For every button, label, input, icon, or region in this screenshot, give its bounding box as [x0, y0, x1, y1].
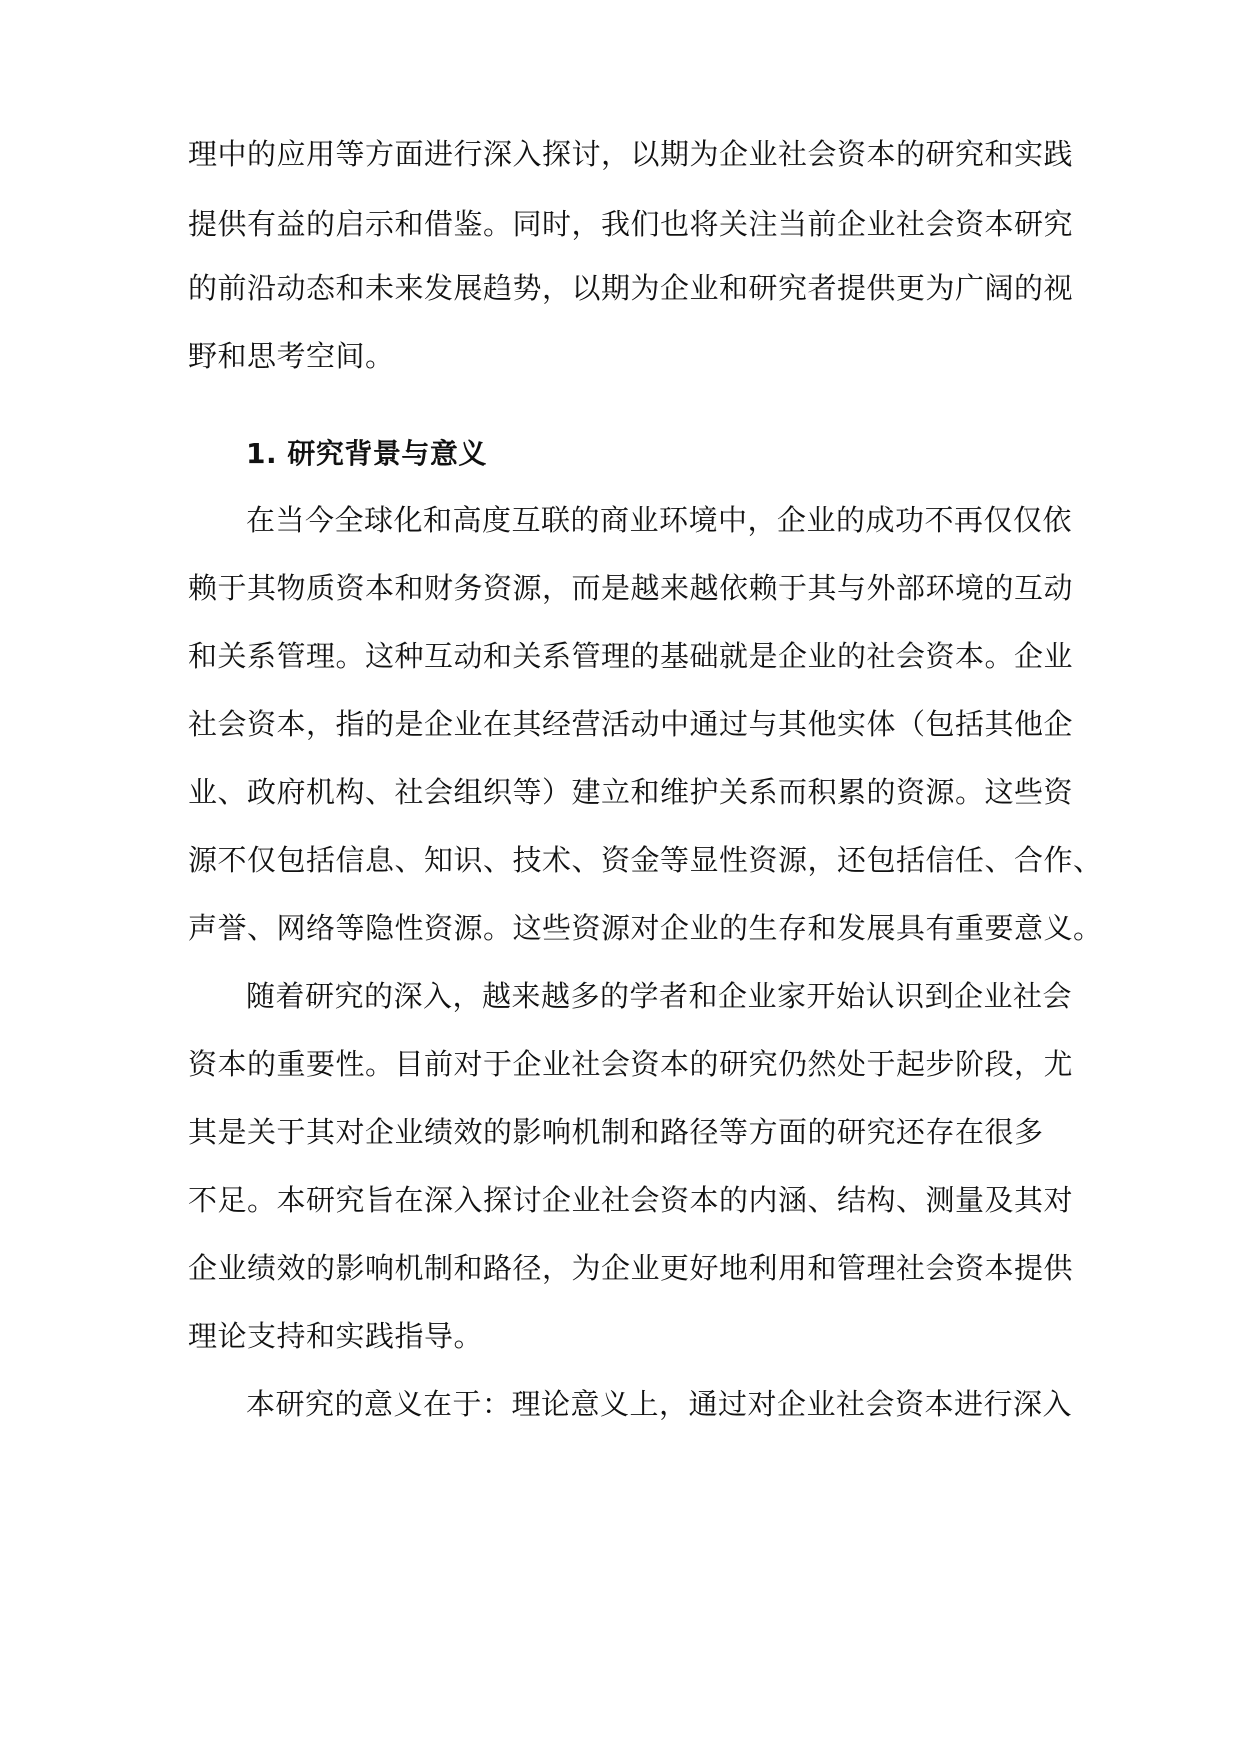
paragraph1-line-1: 在当今全球化和高度互联的商业环境中，企业的成功不再仅仅依: [246, 503, 1073, 537]
paragraph2-line-6: 理论支持和实践指导。: [188, 1319, 484, 1353]
paragraph1-line-2: 赖于其物质资本和财务资源，而是越来越依赖于其与外部环境的互动: [188, 571, 1074, 605]
paragraph1-line-6: 源不仅包括信息、知识、技术、资金等显性资源，还包括信任、合作、: [188, 843, 1103, 877]
intro-line-1: 理中的应用等方面进行深入探讨，以期为企业社会资本的研究和实践: [188, 137, 1074, 171]
paragraph2-line-4: 不足。本研究旨在深入探讨企业社会资本的内涵、结构、测量及其对: [188, 1183, 1074, 1217]
paragraph2-line-1: 随着研究的深入，越来越多的学者和企业家开始认识到企业社会: [246, 979, 1073, 1013]
paragraph2-line-3: 其是关于其对企业绩效的影响机制和路径等方面的研究还存在很多: [188, 1115, 1044, 1149]
paragraph2-line-2: 资本的重要性。目前对于企业社会资本的研究仍然处于起步阶段，尤: [188, 1047, 1074, 1081]
section-heading: 1. 研究背景与意义: [246, 437, 487, 470]
paragraph1-line-4: 社会资本，指的是企业在其经营活动中通过与其他实体（包括其他企: [188, 707, 1074, 741]
intro-line-4: 野和思考空间。: [188, 339, 395, 373]
paragraph2-line-5: 企业绩效的影响机制和路径，为企业更好地利用和管理社会资本提供: [188, 1251, 1074, 1285]
paragraph3-line-1: 本研究的意义在于：理论意义上，通过对企业社会资本进行深入: [246, 1387, 1073, 1421]
paragraph1-line-7: 声誉、网络等隐性资源。这些资源对企业的生存和发展具有重要意义。: [188, 911, 1103, 945]
intro-line-2: 提供有益的启示和借鉴。同时，我们也将关注当前企业社会资本研究: [188, 207, 1074, 241]
intro-line-3: 的前沿动态和未来发展趋势，以期为企业和研究者提供更为广阔的视: [188, 271, 1074, 305]
paragraph1-line-5: 业、政府机构、社会组织等）建立和维护关系而积累的资源。这些资: [188, 775, 1074, 809]
paragraph1-line-3: 和关系管理。这种互动和关系管理的基础就是企业的社会资本。企业: [188, 639, 1074, 673]
